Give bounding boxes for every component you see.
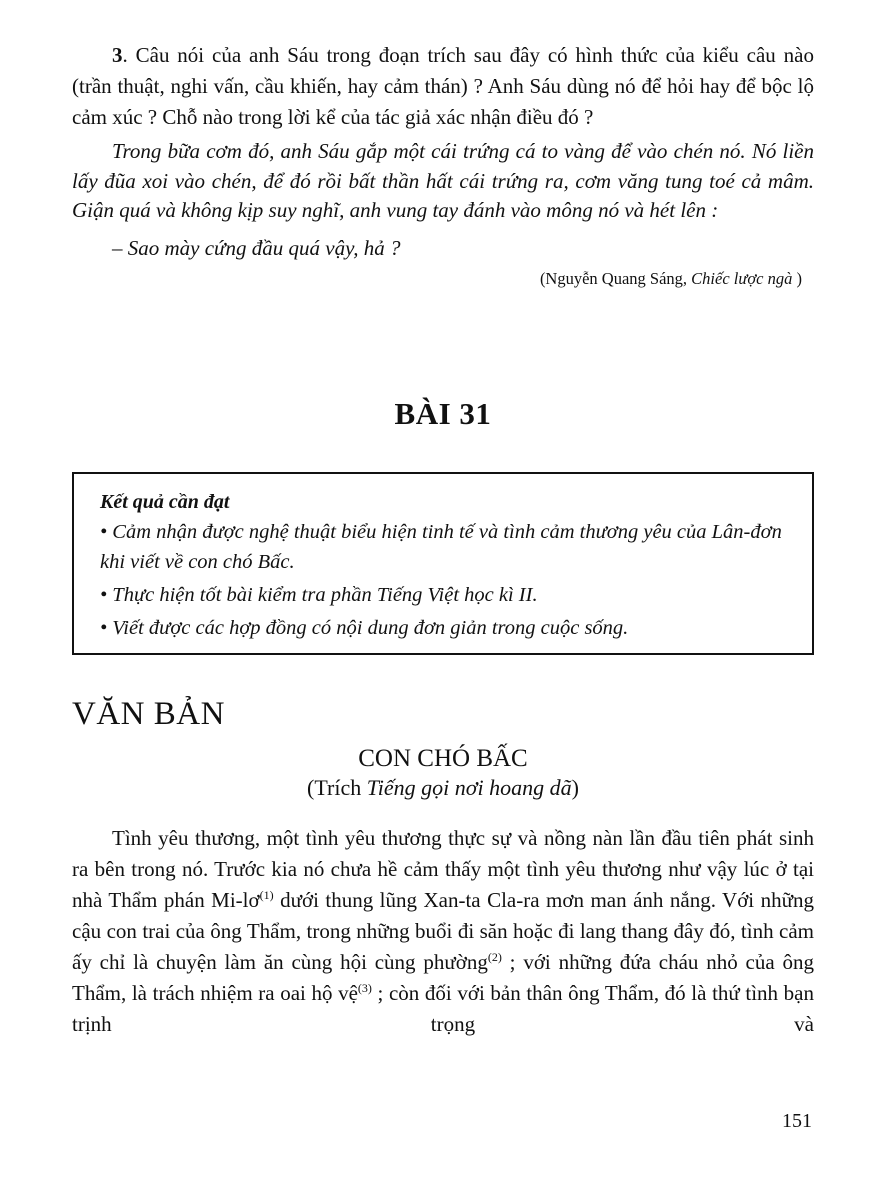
excerpt-dialogue: – Sao mày cứng đầu quá vậy, hả ? (112, 235, 401, 260)
objective-item: • Viết được các hợp đồng có nội dung đơn giản trong cuộc sống. (100, 617, 629, 639)
passage-part-1: Tình yêu thương, một tình yêu thương thực sự và nồng nàn lần đầu tiên phát sinh ra bên trong nó. Trước kia nó chưa hề cảm thấy một tình yêu thương như vậy lúc ở tại nhà Thẩm phán Mi-lơ (72, 826, 814, 912)
exercise-question (72, 40, 814, 133)
excerpt-narration: Trong bữa cơm đó, anh Sáu gắp một cái trứng cá to vàng để vào chén nó. Nó liền lấy đũa xoi vào chén, để đó rồi bất thần hất cái trứng ra, cơm văng tung toé cả mâm. Giận quá và không kịp suy nghĩ, anh vung tay đánh vào mông nó và hét lên : (72, 139, 814, 222)
footnote-ref-3[interactable]: (3) (357, 981, 372, 995)
footnote-ref-2[interactable]: (2) (487, 950, 502, 964)
footnote-ref-1[interactable]: (1) (259, 888, 274, 902)
subtitle-open: (Trích (307, 775, 367, 800)
source-author: (Nguyễn Quang Sáng, (539, 269, 692, 288)
exercise-text: . Câu nói của anh Sáu trong đoạn trích sau đây có hình thức của kiểu câu nào (trần thuật, nghi vấn, cầu khiến, hay cảm thán) ? Anh Sáu dùng nó để hỏi hay để bộc lộ cảm xúc ? Chỗ nào trong lời kể của tác giả xác nhận điều đó ? (72, 43, 814, 129)
exercise-number: 3 (112, 43, 123, 67)
text-subtitle (72, 775, 814, 801)
section-heading: VĂN BẢN (72, 696, 225, 732)
text-title: CON CHÓ BẤC (358, 745, 528, 772)
subtitle-title: Tiếng gọi nơi hoang dã (366, 775, 572, 800)
passage-part-2: dưới thung lũng Xan-ta Cla-ra mơn man ánh nắng. Với những cậu con trai của ông Thẩm, trong những buổi đi săn hoặc đi lang thang đây đó, tình cảm ấy chỉ là chuyện làm ăn cùng hội cùng phường (72, 888, 814, 974)
passage-paragraph (72, 823, 814, 1040)
excerpt-source (72, 269, 814, 289)
page-number: 151 (782, 1110, 812, 1132)
objective-item: • Cảm nhận được nghệ thuật biểu hiện tinh tế và tình cảm thương yêu của Lân-đơn khi viết về con chó Bấc. (100, 521, 782, 573)
objectives-box (72, 472, 814, 655)
lesson-title: BÀI 31 (394, 396, 492, 431)
passage-part-4: ; còn đối với bản thân ông Thẩm, đó là thứ tình bạn trịnh trọng và (72, 981, 814, 1036)
objective-item: • Thực hiện tốt bài kiểm tra phần Tiếng Việt học kì II. (100, 584, 538, 606)
source-close: ) (792, 269, 802, 288)
passage-part-3: ; với những đứa cháu nhỏ của ông Thẩm, là trách nhiệm ra oai hộ vệ (72, 950, 814, 1005)
objectives-heading: Kết quả cần đạt (100, 491, 230, 513)
document-page (72, 40, 814, 1040)
subtitle-close: ) (571, 775, 579, 800)
source-title: Chiếc lược ngà (691, 269, 793, 288)
